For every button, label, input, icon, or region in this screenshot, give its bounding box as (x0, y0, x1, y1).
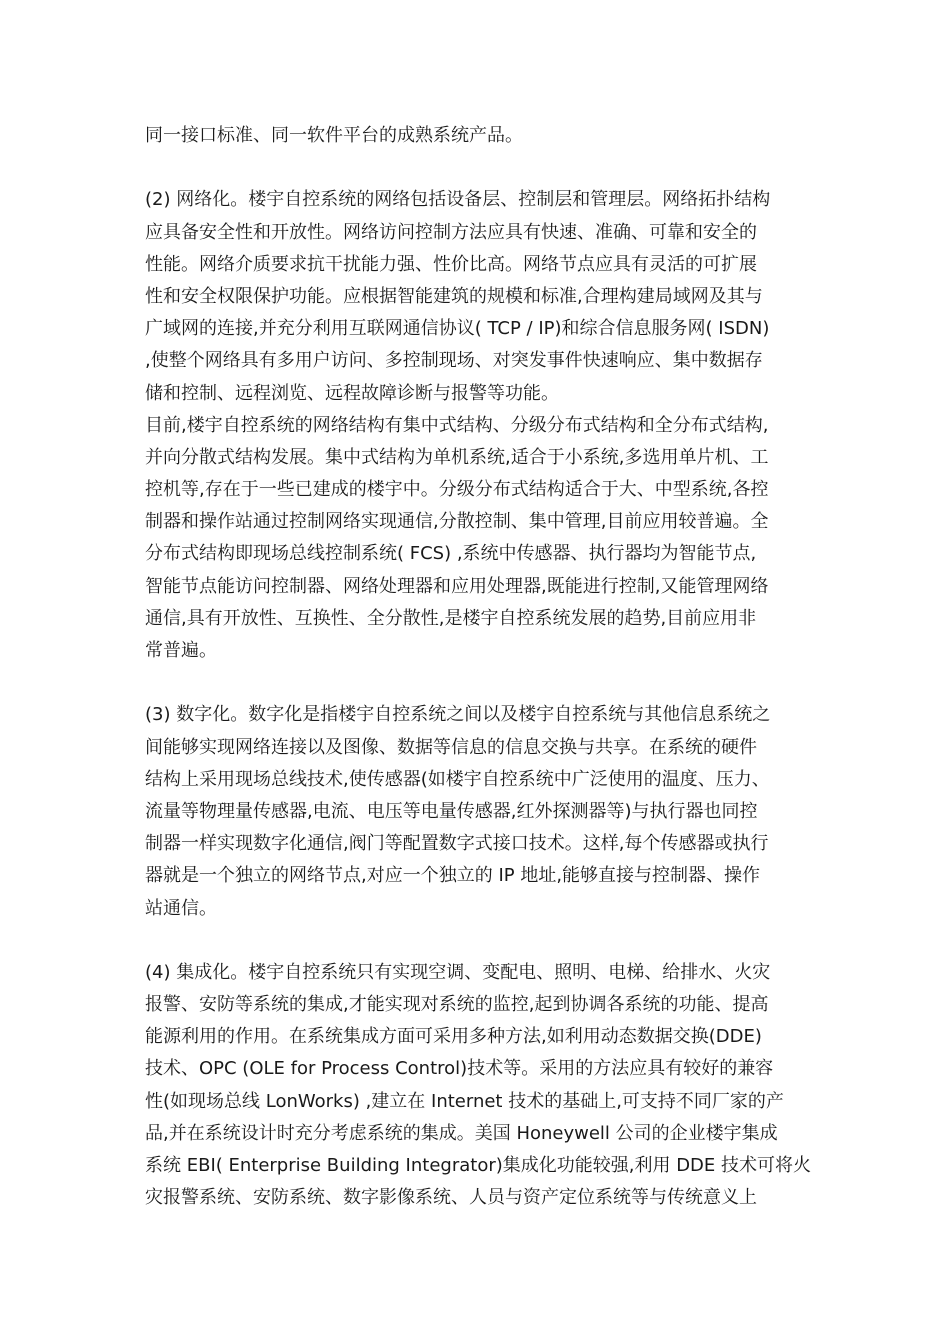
text-line: 广域网的连接,并充分利用互联网通信协议( TCP / IP)和综合信息服务网( ISDN) (145, 318, 770, 340)
text-line: (3) 数字化。数字化是指楼宇自控系统之间以及楼宇自控系统与其他信息系统之 (145, 704, 771, 726)
text-line: ,使整个网络具有多用户访问、多控制现场、对突发事件快速响应、集中数据存 (145, 350, 763, 372)
text-line: 并向分散式结构发展。集中式结构为单机系统,适合于小系统,多选用单片机、工 (145, 446, 769, 468)
text-line: 结构上采用现场总线技术,使传感器(如楼宇自控系统中广泛使用的温度、压力、 (145, 768, 770, 790)
text-line: 制器和操作站通过控制网络实现通信,分散控制、集中管理,目前应用较普遍。全 (145, 511, 769, 533)
paragraph-integration (145, 957, 810, 1215)
text-line: 报警、安防等系统的集成,才能实现对系统的监控,起到协调各系统的功能、提高 (145, 994, 769, 1016)
text-line: 通信,具有开放性、互换性、全分散性,是楼宇自控系统发展的趋势,目前应用非 (145, 607, 757, 629)
text-line: 性能。网络介质要求抗干扰能力强、性价比高。网络节点应具有灵活的可扩展 (145, 253, 757, 275)
paragraph-digitalization (145, 699, 810, 924)
paragraph-networking (145, 184, 810, 409)
paragraph-spacer (145, 152, 810, 184)
text-line: 控机等,存在于一些已建成的楼宇中。分级分布式结构适合于大、中型系统,各控 (145, 479, 769, 501)
text-line: 制器一样实现数字化通信,阀门等配置数字式接口技术。这样,每个传感器或执行 (145, 833, 769, 855)
text-line: 间能够实现网络连接以及图像、数据等信息的信息交换与共享。在系统的硬件 (145, 736, 757, 758)
text-line: 目前,楼宇自控系统的网络结构有集中式结构、分级分布式结构和全分布式结构, (145, 414, 769, 436)
text-line: 系统 EBI( Enterprise Building Integrator)集成化功能较强,利用 DDE 技术可将火 (145, 1155, 812, 1176)
document-body (145, 120, 810, 1214)
text-line: 器就是一个独立的网络节点,对应一个独立的 IP 地址,能够直接与控制器、操作 (145, 865, 761, 887)
paragraph-spacer (145, 667, 810, 699)
text-line: 能源利用的作用。在系统集成方面可采用多种方法,如利用动态数据交换(DDE) (145, 1026, 762, 1048)
text-line: 性(如现场总线 LonWorks) ,建立在 Internet 技术的基础上,可支持不同厂家的产 (145, 1090, 784, 1112)
text-line: 站通信。 (145, 897, 217, 919)
text-line: 常普遍。 (145, 640, 217, 661)
paragraph-current-structure (145, 410, 810, 668)
text-line: 流量等物理量传感器,电流、电压等电量传感器,红外探测器等)与执行器也同控 (145, 800, 758, 822)
text-line: (2) 网络化。楼宇自控系统的网络包括设备层、控制层和管理层。网络拓扑结构 (145, 189, 771, 211)
text-line: 品,并在系统设计时充分考虑系统的集成。美国 Honeywell 公司的企业楼宇集成 (145, 1122, 778, 1144)
text-line: 同一接口标准、同一软件平台的成熟系统产品。 (145, 125, 523, 146)
text-line: 应具备安全性和开放性。网络访问控制方法应具有快速、准确、可靠和安全的 (145, 221, 757, 243)
text-line: 性和安全权限保护功能。应根据智能建筑的规模和标准,合理构建局域网及其与 (145, 285, 763, 307)
text-line: 储和控制、远程浏览、远程故障诊断与报警等功能。 (145, 382, 559, 404)
text-line: 分布式结构即现场总线控制系统( FCS) ,系统中传感器、执行器均为智能节点, (145, 543, 757, 565)
text-line: 技术、OPC (OLE for Process Control)技术等。采用的方法应具有较好的兼容 (145, 1058, 774, 1080)
text-line: (4) 集成化。楼宇自控系统只有实现空调、变配电、照明、电梯、给排水、火灾 (145, 961, 771, 983)
paragraph-continuation (145, 120, 810, 152)
paragraph-spacer (145, 925, 810, 957)
text-line: 灾报警系统、安防系统、数字影像系统、人员与资产定位系统等与传统意义上 (145, 1187, 757, 1209)
text-line: 智能节点能访问控制器、网络处理器和应用处理器,既能进行控制,又能管理网络 (145, 575, 769, 597)
